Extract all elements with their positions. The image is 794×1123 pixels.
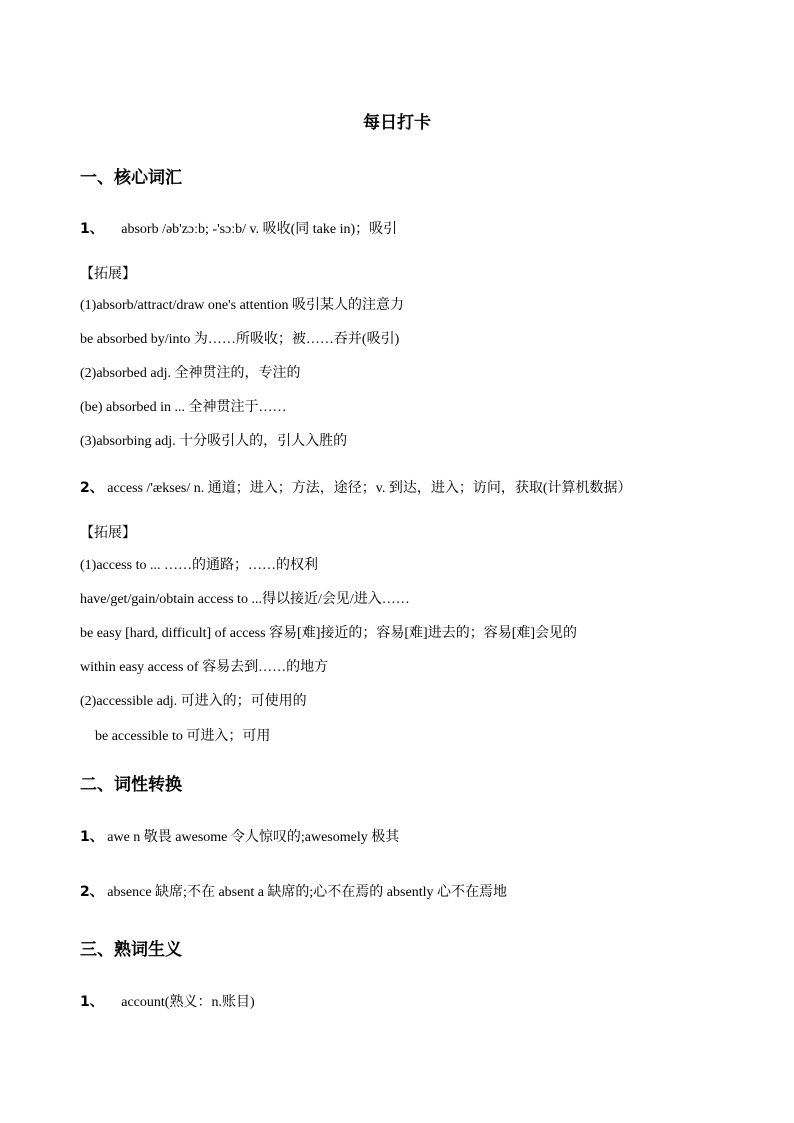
extension-label: 【拓展】 xyxy=(80,525,136,541)
item-number: 1、 xyxy=(80,994,104,1010)
section-heading-word-forms: 二、词性转换 xyxy=(80,775,182,795)
extension-line: be easy [hard, difficult] of access 容易[难]接近的；容易[难]进去的；容易[难]会见的 xyxy=(80,626,578,641)
item-number: 1、 xyxy=(80,221,104,237)
extension-line: have/get/gain/obtain access to ...得以接近/会见/进入…… xyxy=(80,592,410,607)
word-form-entry xyxy=(80,828,399,847)
extension-line: (1)access to ... ……的通路；……的权利 xyxy=(80,558,318,573)
vocab-entry-access xyxy=(80,479,632,498)
item-number: 1、 xyxy=(80,829,104,845)
extension-line: (be) absorbed in ... 全神贯注于…… xyxy=(80,400,287,415)
entry-text: awe n 敬畏 awesome 令人惊叹的;awesomely 极其 xyxy=(107,830,400,845)
extension-line: (3)absorbing adj. 十分吸引人的，引人入胜的 xyxy=(80,434,348,449)
entry-text: access /'ækses/ n. 通道；进入；方法，途径；v. 到达，进入；访问，获取(计算机数据） xyxy=(107,481,632,496)
item-number: 2、 xyxy=(80,884,104,900)
entry-text: absorb /əb'zɔːb; -'sɔːb/ v. 吸收(同 take in)；吸引 xyxy=(121,222,398,237)
extension-line: be accessible to 可进入；可用 xyxy=(95,729,271,744)
entry-text: account(熟义：n.账目) xyxy=(121,995,255,1010)
section-heading-core-vocab: 一、核心词汇 xyxy=(80,168,182,188)
page-title: 每日打卡 xyxy=(363,113,431,133)
item-number: 2、 xyxy=(80,480,104,496)
word-form-entry xyxy=(80,883,507,902)
section-heading-new-meanings: 三、熟词生义 xyxy=(80,940,182,960)
extension-line: (1)absorb/attract/draw one's attention 吸引某人的注意力 xyxy=(80,298,405,313)
extension-label: 【拓展】 xyxy=(80,266,136,282)
vocab-entry-absorb xyxy=(80,220,397,239)
entry-text: absence 缺席;不在 absent a 缺席的;心不在焉的 absently 心不在焉地 xyxy=(107,885,507,900)
extension-line: (2)accessible adj. 可进入的；可使用的 xyxy=(80,694,307,709)
extension-line: within easy access of 容易去到……的地方 xyxy=(80,660,329,675)
new-meaning-entry xyxy=(80,993,255,1012)
extension-line: (2)absorbed adj. 全神贯注的，专注的 xyxy=(80,366,301,381)
extension-line: be absorbed by/into 为……所吸收；被……吞并(吸引) xyxy=(80,332,400,347)
